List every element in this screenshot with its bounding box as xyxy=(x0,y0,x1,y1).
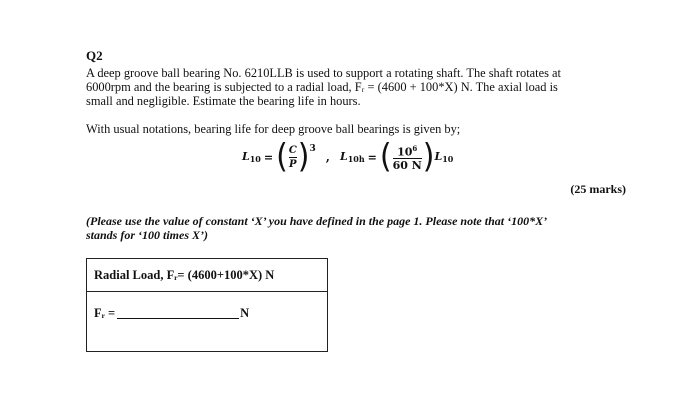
body-line-3: small and negligible. Estimate the bearing life in hours. xyxy=(86,94,361,108)
p-symbol: P xyxy=(289,158,297,170)
answer-box-header: Radial Load, Fᵣ= (4600+100*X) N xyxy=(87,259,327,292)
body-line-1: A deep groove ball bearing No. 6210LLB is used to support a rotating shaft. The shaft rotates at xyxy=(86,66,561,80)
question-number: Q2 xyxy=(86,48,103,63)
instruction-note xyxy=(86,214,626,242)
exponent: 3 xyxy=(309,144,316,154)
answer-box xyxy=(86,258,328,352)
ten-power: $10^6$ xyxy=(397,143,418,159)
question-page xyxy=(86,48,626,320)
l10h-symbol: $L_{10h}$ xyxy=(339,150,365,164)
life-formula xyxy=(242,137,454,176)
marks-label: (25 marks) xyxy=(570,182,626,196)
l10-tail-symbol: $L_{10}$ xyxy=(434,150,454,164)
million-over-60n-fraction xyxy=(393,143,422,172)
question-body xyxy=(86,66,626,108)
c-symbol: C xyxy=(288,144,297,156)
notation-text: With usual notations, bearing life for deep groove ball bearings is given by; xyxy=(86,122,461,136)
body-line-2: 6000rpm and the bearing is subjected to a radial load, Fᵣ = (4600 + 100*X) N. The axial load is xyxy=(86,80,558,94)
comma-separator: , xyxy=(325,150,330,164)
answer-unit: N xyxy=(240,306,250,320)
answer-blank[interactable] xyxy=(117,318,239,319)
note-line-1: (Please use the value of constant ‘X’ you have defined in the page 1. Please note that ‘100*X’ xyxy=(86,214,548,228)
note-line-2: stands for ‘100 times X’) xyxy=(86,228,209,242)
c-over-p-fraction xyxy=(289,145,297,170)
life-formula-row xyxy=(86,137,626,186)
sixty-n: 60 N xyxy=(392,159,422,173)
equals-sign: = xyxy=(263,150,274,164)
close-paren: ) xyxy=(297,137,310,176)
equals-sign-2: = xyxy=(367,150,377,164)
answer-label: Fᵣ = xyxy=(94,306,116,320)
open-paren: ( xyxy=(276,137,288,176)
answer-row xyxy=(87,292,327,321)
l10-symbol: $L_{10}$ xyxy=(242,150,261,164)
open-paren-2: ( xyxy=(379,137,392,176)
close-paren-2: ) xyxy=(422,137,435,176)
